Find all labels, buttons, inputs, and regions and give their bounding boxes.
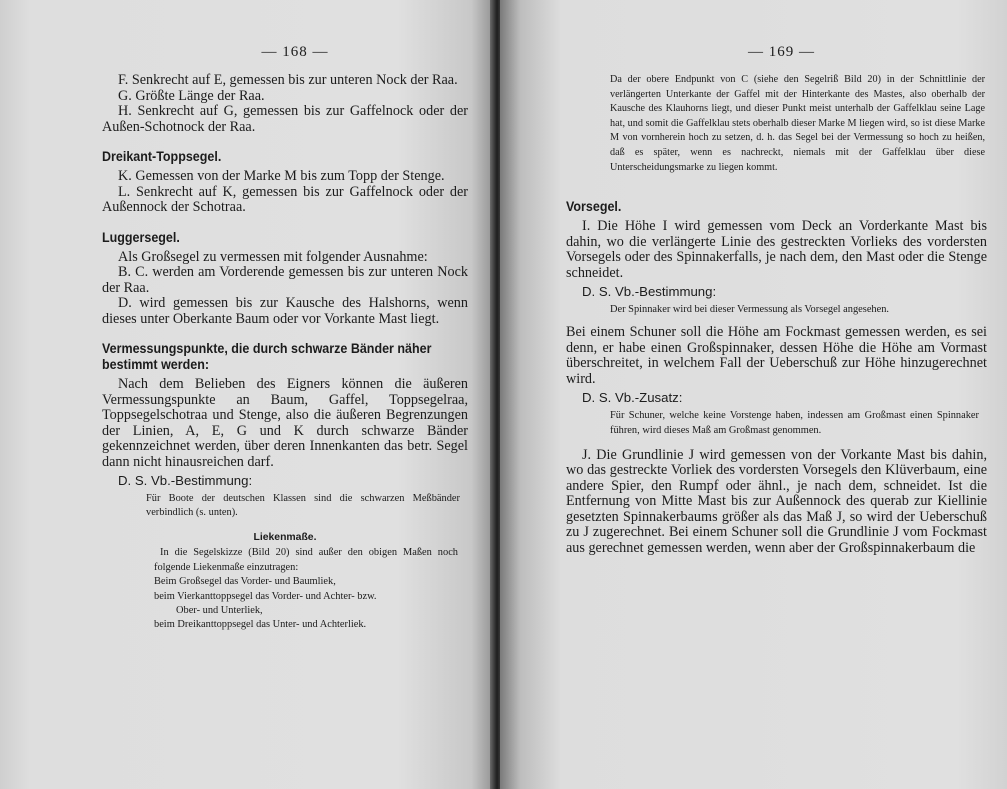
vermessung-body: Nach dem Belieben des Eigners können die äußeren Vermessungspunkte an Baum, Gaffel, Toppsegelraa, Toppsegelschotraa und Stenge, also die äußeren Begrenzungen der Linien, A, E, G und K durch schwarze Bänder gekennzeichnet werden, über deren Innenkanten das betr. Segel dann nicht hinausreichen darf.: [102, 376, 468, 470]
vorsegel-para-schuner: Bei einem Schuner soll die Höhe am Fockmast gemessen werden, es sei denn, er habe einen Großspinnaker, dessen Höhe die Höhe am Vormast überschreitet, in welchem Fall der Ueberschuß zur Höhe hinzugerechnet wird.: [566, 324, 987, 387]
lieken-item-1: Beim Großsegel das Vorder- und Baumliek,: [154, 576, 336, 588]
heading-vermessung: Vermessungspunkte, die durch schwarze Bänder näher bestimmt werden:: [102, 341, 432, 372]
line-f: F. Senkrecht auf E, gemessen bis zur unteren Nock der Raa.: [118, 72, 458, 88]
page-number-right: — 169 —: [748, 44, 815, 60]
heading-liekenmasse: Liekenmaße.: [253, 532, 317, 544]
heading-dreikant: Dreikant-Toppsegel.: [102, 149, 222, 164]
lieken-item-4: beim Dreikanttoppsegel das Unter- und Achterliek.: [154, 619, 367, 631]
lugger-line-2: B. C. werden am Vorderende gemessen bis zur unteren Nock der Raa.: [102, 264, 468, 296]
subheading-zusatz: D. S. Vb.-Zusatz:: [582, 390, 683, 406]
left-page: [0, 0, 496, 789]
note-spinnaker: Der Spinnaker wird bei dieser Vermessung als Vorsegel angesehen.: [610, 304, 890, 316]
subheading-bestimmung-left: D. S. Vb.-Bestimmung:: [118, 473, 253, 488]
heading-lugger: Luggersegel.: [102, 229, 180, 245]
line-l: L. Senkrecht auf K, gemessen bis zur Gaffelnock oder der Außennock der Schotraa.: [102, 183, 468, 215]
vorsegel-para-j: J. Die Grundlinie J wird gemessen von der Vorkante Mast bis dahin, wo das gestreckte Vorliek des vordersten Vorsegels den Klüverbaum, eine andere Spier, den Rumpf oder ähnl., je nach dem, schneidet. Ist die Entfernung von Mitte Mast bis zur Außennock des querab zur Kiellinie gesetzten Spinnakerbaums größer als das Maß J, so wird der Ueberschuß zu J zugerechnet. Bei einem Schuner soll die Grundlinie J vom Fockmast aus gerechnet gemessen werden, wenn aber der Großspinnakerbaum die: [566, 446, 987, 556]
note-messbaender: Für Boote der deutschen Klassen sind die schwarzen Meßbänder verbindlich (s. unten).: [146, 493, 460, 519]
vorsegel-para-i: I. Die Höhe I wird gemessen vom Deck an Vorderkante Mast bis dahin, wo die verlängerte Linie des gestreckten Vorlieks des vordersten Vorsegels oder des Spinnakerfalls, je nach dem, den Mast oder die Stenge schneidet.: [566, 218, 987, 281]
note-marke-m: Da der obere Endpunkt von C (siehe den Segelriß Bild 20) in der Schnittlinie der verlängerten Unterkante der Gaffel mit der Hinterkante des Mastes, also oberhalb der Kausche des Klauhorns liegt, und dieser Punkt meist unterhalb der Gaffelklau seine Lage hat, und somit die Gaffelklau stets oberhalb dieser Marke M liegen wird, so ist diese Marke M von vornherein hoch zu setzen, d. h. das Segel bei der Vermessung so hoch zu heißen, daß es später, wenn es nachreckt, niemals mit der Gaffelklau über diese Unterscheidungsmarke zu liegen kommt.: [610, 74, 985, 173]
lugger-line-1: Als Großsegel zu vermessen mit folgender Ausnahme:: [118, 248, 428, 265]
page-number-left: — 168 —: [261, 44, 329, 60]
line-h: H. Senkrecht auf G, gemessen bis zur Gaffelnock oder der Außen-Schotnock der Raa.: [102, 103, 468, 135]
line-k: K. Gemessen von der Marke M bis zum Topp der Stenge.: [118, 168, 445, 184]
line-g: G. Größte Länge der Raa.: [118, 87, 265, 104]
lieken-intro: In die Segelskizze (Bild 20) sind außer den obigen Maßen noch folgende Liekenmaße einzutragen:: [154, 547, 458, 573]
lieken-item-2: beim Vierkanttoppsegel das Vorder- und Achter- bzw.: [154, 590, 377, 602]
lieken-item-3: Ober- und Unterliek,: [176, 605, 263, 617]
right-page: [500, 0, 1007, 789]
note-grossmast: Für Schuner, welche keine Vorstenge haben, indessen am Großmast einen Spinnaker führen, wird dieses Maß am Großmast genommen.: [610, 410, 979, 436]
subheading-bestimmung-right: D. S. Vb.-Bestimmung:: [582, 284, 717, 300]
heading-vorsegel: Vorsegel.: [566, 199, 622, 215]
lugger-line-3: D. wird gemessen bis zur Kausche des Halshorns, wenn dieses unter Oberkante Baum oder vor Vorkante Mast liegt.: [102, 295, 468, 327]
